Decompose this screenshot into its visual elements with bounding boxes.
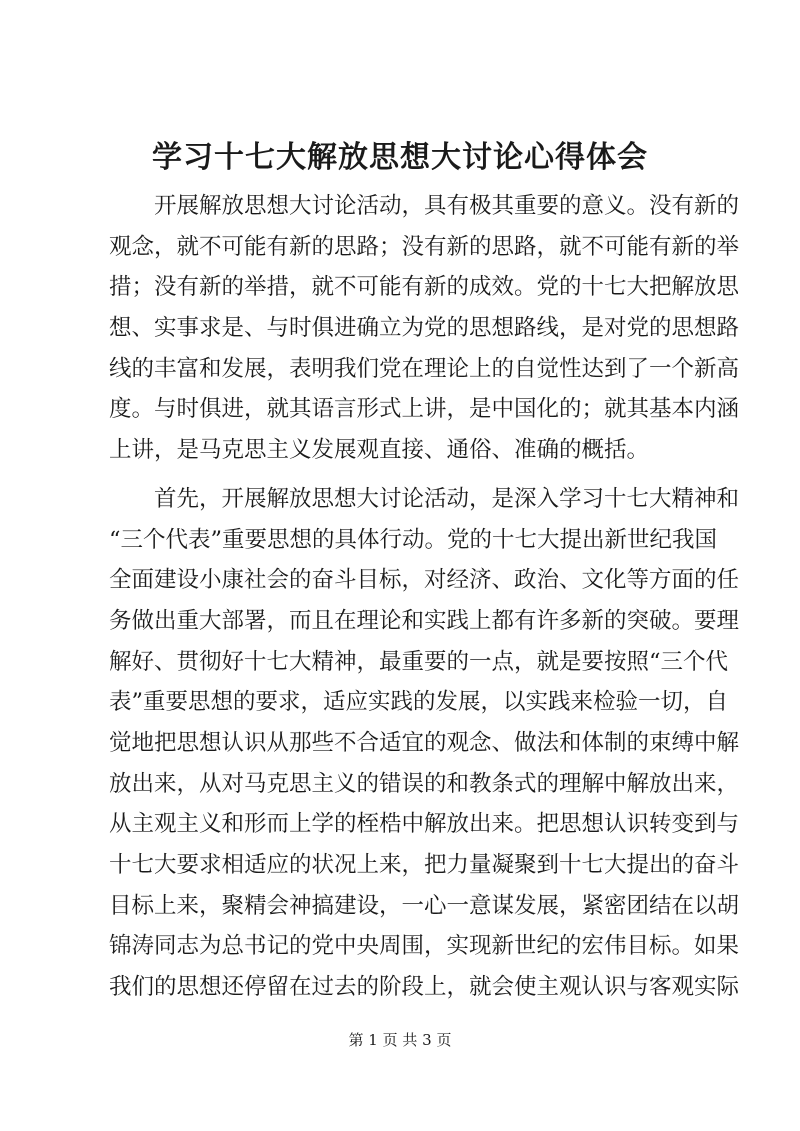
text-line: 锦涛同志为总书记的党中央周围，实现新世纪的宏伟目标。如果: [109, 933, 740, 960]
paragraph-2: [109, 479, 740, 1008]
text-line: 全面建设小康社会的奋斗目标，对经济、政治、文化等方面的任: [109, 567, 740, 594]
text-line: 目标上来，聚精会神搞建设，一心一意谋发展，紧密团结在以胡: [109, 892, 740, 919]
text-line: “三个代表”重要思想的具体行动。党的十七大提出新世纪我国: [109, 526, 718, 553]
document-body: [109, 186, 740, 1008]
text-line: 十七大要求相适应的状况上来，把力量凝聚到十七大提出的奋斗: [109, 852, 740, 878]
text-line: 首先，开展解放思想大讨论活动，是深入学习十七大精神和: [109, 485, 740, 512]
text-line: 线的丰富和发展，表明我们党在理论上的自觉性达到了一个新高: [109, 355, 740, 382]
text-line: 我们的思想还停留在过去的阶段上，就会使主观认识与客观实际: [109, 974, 740, 1001]
text-line: 放出来，从对马克思主义的错误的和教条式的理解中解放出来，: [109, 770, 740, 797]
text-line: 想、实事求是、与时俱进确立为党的思想路线，是对党的思想路: [109, 315, 740, 342]
text-line: 从主观主义和形而上学的桎梏中解放出来。把思想认识转变到与: [109, 811, 740, 838]
page-footer: 第 1 页 共 3 页: [348, 1031, 452, 1049]
document-title: 学习十七大解放思想大讨论心得体会: [152, 140, 648, 175]
text-line: 度。与时俱进，就其语言形式上讲，是中国化的；就其基本内涵: [109, 396, 740, 423]
paragraph-spacer: [109, 471, 693, 479]
text-line: 务做出重大部署，而且在理论和实践上都有许多新的突破。要理: [109, 607, 740, 634]
text-line: 觉地把思想认识从那些不合适宜的观念、做法和体制的束缚中解: [109, 729, 740, 756]
text-line: 解好、贯彻好十七大精神，最重要的一点，就是要按照“三个代: [109, 648, 729, 675]
text-line: 开展解放思想大讨论活动，具有极其重要的意义。没有新的: [109, 193, 740, 219]
text-line: 表”重要思想的要求，适应实践的发展，以实践来检验一切，自: [109, 689, 729, 716]
text-line: 上讲，是马克思主义发展观直接、通俗、准确的概括。: [109, 437, 650, 464]
text-line: 措；没有新的举措，就不可能有新的成效。党的十七大把解放思: [109, 274, 740, 301]
paragraph-1: [109, 186, 740, 471]
text-line: 观念，就不可能有新的思路；没有新的思路，就不可能有新的举: [109, 233, 740, 260]
